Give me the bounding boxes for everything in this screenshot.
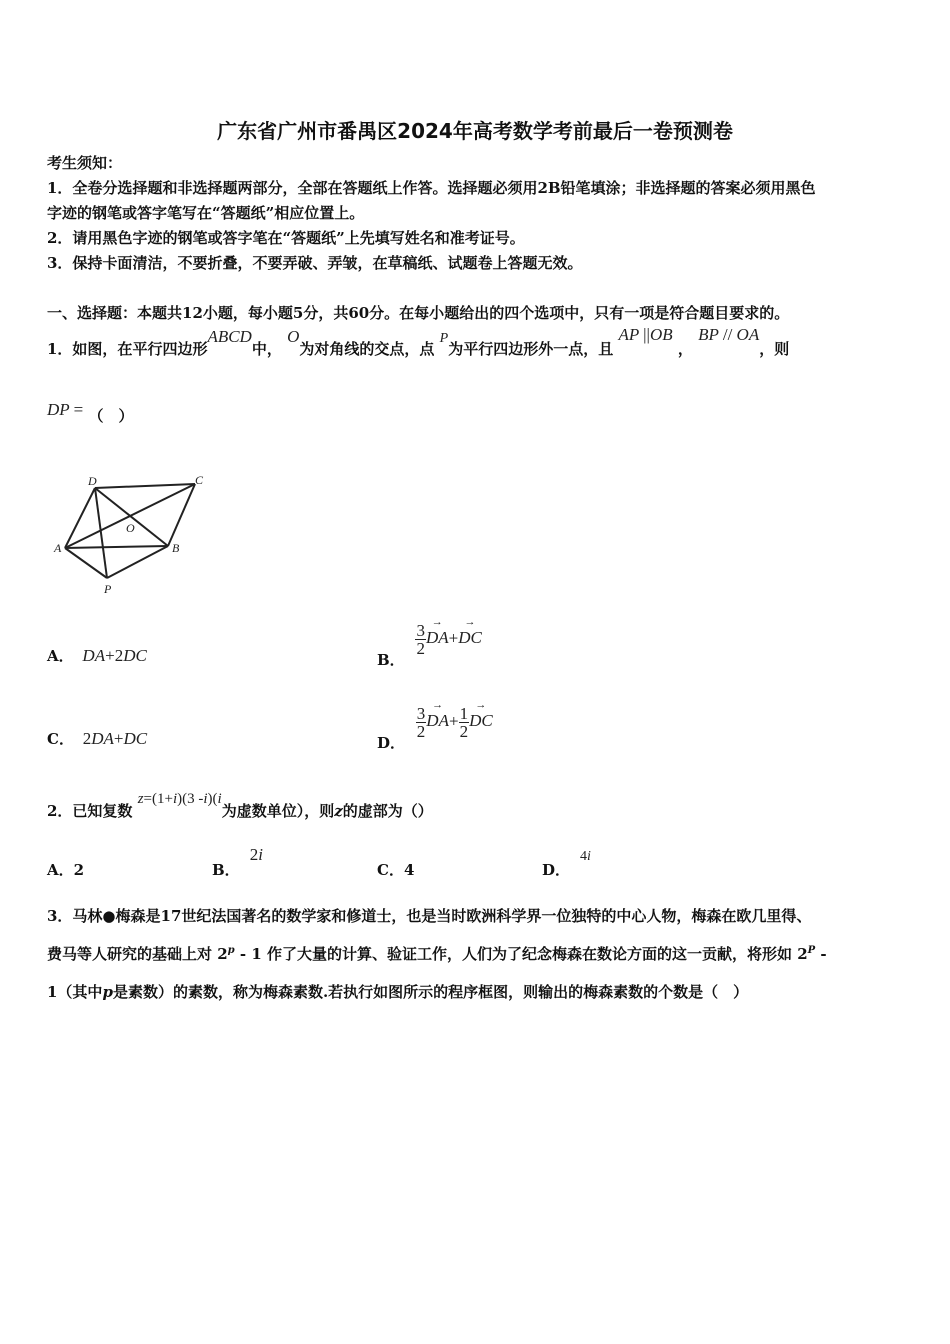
- plus: +: [448, 628, 459, 648]
- diag-db: [95, 488, 168, 546]
- q1-text-1: 1．如图，在平行四边形: [47, 340, 208, 358]
- vec-dc: → DC: [458, 628, 482, 648]
- q2-math-close: )(: [207, 791, 218, 807]
- q2-text-2: 为虚数单位），则: [221, 802, 335, 820]
- frac-num: 1: [459, 704, 469, 723]
- vec-da: DA: [82, 646, 106, 665]
- page-title: 广东省广州市番禺区2024年高考数学考前最后一卷预测卷: [217, 119, 733, 143]
- q3-line-1: 3．马林●梅森是17世纪法国著名的数学家和修道士，也是当时欧洲科学界一位独特的中心人物，梅森在欧几里得、: [47, 907, 812, 925]
- q3-l2b: - 1 作了大量的计算、验证工作，人们为了纪念梅森在数论方面的这一贡献，将形如 2: [234, 945, 808, 963]
- option-a-label: A．: [47, 861, 74, 879]
- q1-math-dp: DP: [47, 400, 70, 419]
- option-d-label: D．: [377, 734, 406, 753]
- q1-math-abcd: ABCD: [207, 327, 252, 346]
- q1-stem-line1: 1．如图，在平行四边形ABCD中， O为对角线的交点，点 P为平行四边形外一点，且 AP ||OB ， BP // OA，则: [47, 325, 790, 358]
- edge-cb: [168, 484, 195, 546]
- q1-math-ap: AP: [618, 325, 639, 344]
- edge-da: [65, 488, 95, 548]
- vec-da: DA: [91, 729, 114, 748]
- seg-bp: [107, 546, 168, 578]
- option-d-label: D．: [542, 861, 571, 879]
- notice-line-1: 1．全卷分选择题和非选择题两部分，全部在答题纸上作答。选择题必须用2B铅笔填涂；非选择题的答案必须用黑色: [47, 179, 816, 197]
- notice-line-3: 3．保持卡面清洁，不要折叠，不要弄破、弄皱，在草稿纸、试题卷上答题无效。: [47, 254, 583, 272]
- parallelogram-figure: [50, 470, 215, 600]
- label-b: B: [172, 541, 180, 555]
- q1-option-d[interactable]: [377, 704, 493, 753]
- option-d-i: i: [587, 849, 591, 864]
- q1-text-2: 中，: [251, 340, 282, 358]
- q1-math-o: O: [287, 327, 300, 346]
- frac-den: 2: [459, 722, 469, 741]
- q2-math-i3: i: [217, 791, 222, 807]
- q1-math-oa: OA: [736, 325, 760, 344]
- section-heading: 一、选择题：本题共12小题，每小题5分，共60分。在每小题给出的四个选项中，只有一项是符合题目要求的。: [47, 304, 790, 322]
- frac-num: 3: [416, 621, 425, 640]
- notice-line-2: 2．请用黑色字迹的钢笔或答字笔在“答题纸”上先填写姓名和准考证号。: [47, 229, 525, 247]
- vec-da: → DA: [426, 711, 449, 731]
- label-d: D: [88, 474, 97, 488]
- q2-text-1: 2．已知复数: [47, 802, 133, 820]
- vec-da: → DA: [426, 628, 449, 648]
- q2-math-z: z: [137, 791, 144, 807]
- label-o: O: [126, 521, 135, 535]
- q2-math-i1: i: [172, 791, 178, 807]
- option-c-label: C．: [47, 730, 74, 748]
- q3-l3a: 1（其中: [47, 983, 103, 1001]
- vec-dc: DC: [123, 729, 148, 748]
- vec-dc: DC: [123, 646, 147, 665]
- label-a: A: [54, 541, 62, 555]
- q2-math-i2: i: [203, 791, 208, 807]
- q3-l3p: p: [102, 983, 113, 1001]
- q2-option-c[interactable]: [377, 859, 414, 880]
- plus: +: [448, 711, 459, 731]
- q3-l3b: 是素数）的素数，称为梅森素数.若执行如图所示的程序框图，则输出的梅森素数的个数是（ ）: [112, 983, 749, 1001]
- label-p: P: [104, 582, 112, 596]
- coef: 2: [114, 646, 124, 665]
- q1-math-ob: OB: [649, 325, 673, 344]
- vec-dc: → DC: [469, 711, 493, 731]
- q1-option-b[interactable]: [377, 621, 482, 670]
- edge-ab: [65, 546, 168, 548]
- q2-stem: [47, 791, 433, 821]
- q2-text-z: z: [334, 802, 343, 820]
- q1-text-7: （ ）: [88, 407, 134, 425]
- q1-stem-line2: DP = （ ）: [47, 400, 134, 425]
- frac-num: 3: [416, 704, 426, 723]
- option-c-label: C．: [377, 861, 404, 879]
- q3-line-2: [47, 943, 827, 964]
- frac-den: 2: [416, 639, 425, 658]
- q1-math-bp: BP: [698, 325, 719, 344]
- option-b-label: B．: [377, 651, 405, 670]
- edge-dc: [95, 484, 195, 488]
- option-d-num: 4: [580, 849, 588, 864]
- q3-l2a: 费马等人研究的基础上对 2: [47, 945, 228, 963]
- seg-ap: [65, 548, 107, 578]
- q2-option-b[interactable]: [212, 845, 263, 879]
- q2-option-a[interactable]: [47, 859, 84, 880]
- notice-line-1b: 字迹的钢笔或答字笔写在“答题纸”相应位置上。: [47, 204, 365, 222]
- q2-text-3: 的虚部为（）: [342, 802, 433, 820]
- q3-line-3: [47, 981, 748, 1002]
- q2-math-mid: )(3 -: [177, 791, 204, 807]
- q3-l2sup: p: [227, 945, 235, 956]
- plus: +: [105, 646, 115, 665]
- q1-text-4: 为平行四边形外一点，且: [448, 340, 614, 358]
- q1-text-5: ，: [677, 340, 693, 358]
- q1-math-p: P: [439, 331, 449, 346]
- q3-l2sup2: P: [807, 945, 816, 956]
- notice-heading: 考生须知：: [47, 154, 123, 172]
- plus: +: [113, 729, 124, 748]
- option-b-label: B．: [212, 861, 240, 879]
- option-b-num: 2: [249, 845, 259, 864]
- coef: 2: [82, 729, 92, 748]
- q1-text-6: ，则: [759, 340, 790, 358]
- q2-math-eq: =(1+: [143, 791, 173, 807]
- q1-text-3: 为对角线的交点，点: [299, 340, 435, 358]
- frac-den: 2: [416, 722, 426, 741]
- option-c-value: 4: [403, 861, 415, 879]
- label-c: C: [195, 473, 204, 487]
- q3-l2c: -: [815, 945, 827, 963]
- q1-option-a[interactable]: [47, 645, 147, 666]
- q1-option-c[interactable]: [47, 728, 147, 749]
- q2-option-d[interactable]: [542, 848, 591, 879]
- option-a-value: 2: [73, 861, 85, 879]
- option-a-label: A．: [47, 647, 74, 665]
- option-b-i: i: [258, 845, 263, 864]
